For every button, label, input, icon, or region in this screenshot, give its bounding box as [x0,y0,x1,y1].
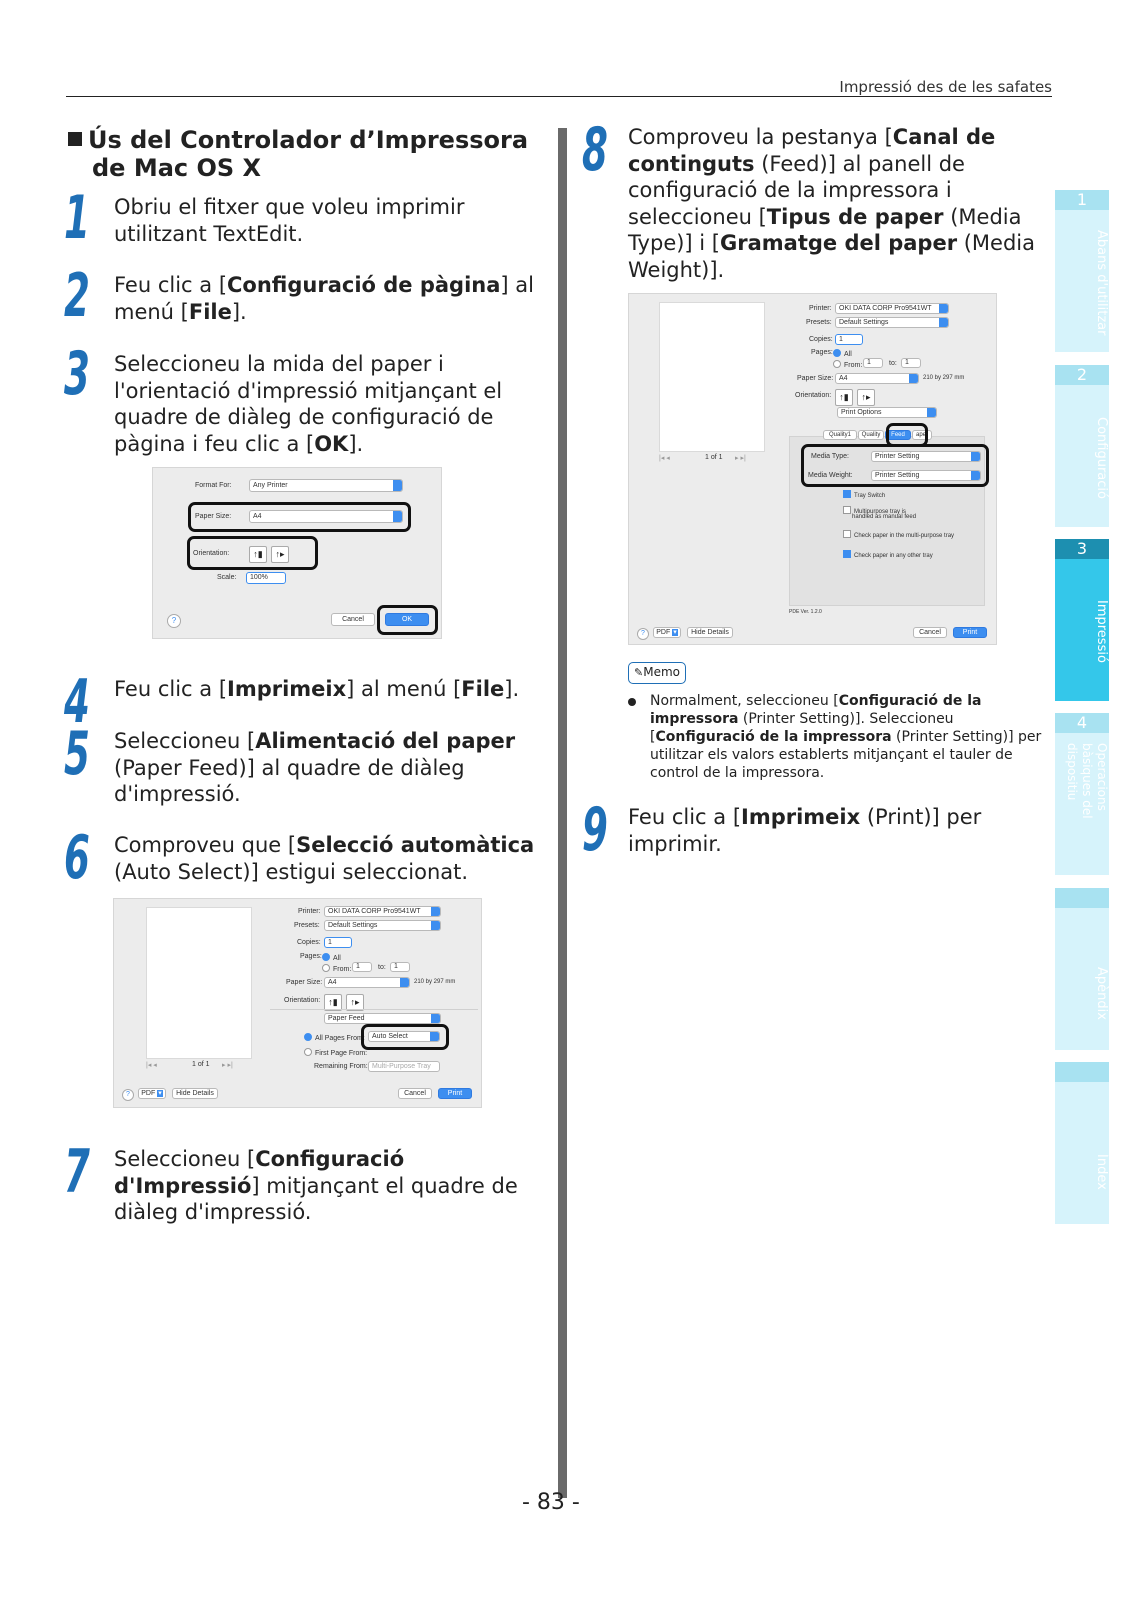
pages-from-radio[interactable]: From: [322,964,351,973]
printer-label: Printer: [809,305,832,312]
side-tab-label: Impressió [1094,600,1109,663]
landscape-icon[interactable]: ↑▸ [857,389,875,406]
step-number: 6 [64,823,90,893]
side-tab-label: Abans d'utilitzar [1094,229,1109,336]
side-tab-label: Apèndix [1094,966,1109,1020]
orientation-label: Orientation: [284,997,321,1004]
pdf-button[interactable]: PDF ▾ [653,627,681,638]
side-tab-3[interactable] [1055,539,1109,701]
section-title-line2: de Mac OS X [92,154,262,182]
step-number: 4 [64,667,90,737]
bullet-icon [628,698,636,706]
page-counter: 1 of 1 [705,454,723,461]
print-dialog-paper-feed-screenshot: |◂ ◂ 1 of 1 ▸ ▸| Printer: OKI DATA CORP Pro9541WT Presets: Default Settings Copies: 1 Pages: All From: 1 to: 1 Paper Size: A4 210 by 297 mm Orientation: ↑▮ ↑▸ Paper Feed All Pages From: Auto Select First Page From: Remaining From: Multi-Purpose Tray ? PDF ▾ Hide Details Cancel Print [113,898,482,1108]
highlight-frame [801,444,989,487]
step-number: 7 [64,1137,90,1207]
first-page-from-radio[interactable]: First Page From: [304,1048,367,1057]
mp-tray-checkbox[interactable]: Multipurpose tray is [843,506,906,515]
portrait-icon[interactable]: ↑▮ [249,546,267,563]
landscape-icon[interactable]: ↑▸ [346,994,364,1011]
side-tab-1[interactable] [1055,190,1109,352]
memo-note: Normalment, seleccioneu [Configuració de la impressora (Printer Setting)]. Seleccioneu [Configuració de la impressora (Printer Setting)] per utilitzar els valors establerts mitjançant el tauler de control de la impressora. [628,692,1048,782]
media-type-label: Media Type: [811,453,850,460]
step-text: Feu clic a [Imprimeix (Print)] per imprimir. [628,805,982,856]
tab-feed[interactable]: Feed [885,430,911,440]
remaining-from-label: Remaining From: [314,1063,368,1070]
square-bullet-icon [68,132,82,146]
page-number: - 83 - [522,1490,580,1515]
scale-label: Scale: [217,574,237,581]
from-input[interactable]: 1 [863,358,883,368]
to-input[interactable]: 1 [901,358,921,368]
page-preview [659,302,765,452]
highlight-frame [187,536,318,570]
media-type-select[interactable]: Printer Setting [871,451,981,462]
format-for-label: Format For: [195,482,232,489]
tab-quality[interactable]: Quality [858,430,884,440]
check-mp-checkbox[interactable]: Check paper in the multi-purpose tray [843,530,954,539]
pages-label: Pages: [811,349,833,356]
tray-switch-checkbox[interactable]: Tray Switch [843,490,885,499]
pencil-icon: ✎ [634,666,644,679]
step-text: Comproveu la pestanya [Canal de continguts (Feed)] al panell de configuració de la impressora i seleccioneu [Tipus de paper (Media Type)] i [Gramatge del paper (Media Weight)]. [628,125,1036,282]
hide-details-button[interactable]: Hide Details [172,1088,218,1099]
format-for-select[interactable]: Any Printer [249,479,403,492]
step-number: 9 [582,795,608,865]
printer-select[interactable]: OKI DATA CORP Pro9541WT [835,303,949,314]
memo-badge: ✎Memo [628,662,686,684]
to-label: to: [889,360,897,367]
portrait-icon[interactable]: ↑▮ [835,389,853,406]
cancel-button[interactable]: Cancel [398,1088,432,1099]
pages-label: Pages: [300,953,322,960]
ok-button[interactable]: OK [385,613,429,626]
side-tab-4[interactable] [1055,713,1109,875]
column-divider [558,128,567,1498]
step-text: Obriu el fitxer que voleu imprimir utilitzant TextEdit. [114,195,465,246]
running-header: Impressió des de les safates [839,78,1052,96]
side-tab-2[interactable] [1055,365,1109,527]
side-tab-label: Operacions bàsiques del dispositiu [1065,743,1109,819]
step-text: Seleccioneu [Configuració d'Impressió] mitjançant el quadre de diàleg d'impressió. [114,1147,518,1224]
highlight-frame [361,1024,449,1050]
copies-label: Copies: [809,336,833,343]
orientation-label: Orientation: [193,550,230,557]
cancel-button[interactable]: Cancel [913,627,947,638]
help-button[interactable]: ? [122,1089,134,1101]
paper-size-select[interactable]: A4 [835,373,919,384]
copies-label: Copies: [297,939,321,946]
step-text: Seleccioneu la mida del paper i l'orientació d'impressió mitjançant el quadre de diàleg de configuració de pàgina i feu clic a [OK]. [114,352,503,456]
all-pages-from-radio[interactable]: All Pages From: [304,1033,365,1042]
side-tab-label: Índex [1094,1154,1109,1190]
side-tab-number: 2 [1055,365,1109,385]
side-tab-index[interactable] [1055,1062,1109,1224]
media-weight-select[interactable]: Printer Setting [871,470,981,481]
help-button[interactable]: ? [637,628,649,640]
paper-dimensions: 210 by 297 mm [414,979,456,985]
pages-all-radio[interactable]: All [322,953,341,962]
side-tab-number: 4 [1055,713,1109,733]
side-tab-label: Configuració [1094,416,1109,499]
pages-from-radio[interactable]: From: [833,360,862,369]
paper-size-label: Paper Size: [286,979,323,986]
step-text: Feu clic a [Configuració de pàgina] al menú [File]. [114,273,534,324]
pdf-button[interactable]: PDF ▾ [138,1088,166,1099]
portrait-icon[interactable]: ↑▮ [324,994,342,1011]
step-text: Feu clic a [Imprimeix] al menú [File]. [114,677,520,701]
section-select[interactable]: Paper Feed [324,1013,441,1024]
to-input[interactable]: 1 [390,962,410,972]
printer-label: Printer: [298,908,321,915]
presets-label: Presets: [806,319,832,326]
tab-quality1[interactable]: Quality1 [823,430,857,440]
print-button[interactable]: Print [953,627,987,638]
paper-size-select[interactable]: A4 [324,977,410,988]
pages-all-radio[interactable]: All [833,349,852,358]
page-setup-dialog-screenshot [152,467,442,639]
section-title-line1: Ús del Controlador d’Impressora [88,126,529,154]
pde-version: PDE Ver. 1.2.0 [789,609,822,615]
highlight-frame [377,605,438,635]
check-other-checkbox[interactable]: Check paper in any other tray [843,550,933,559]
cancel-button[interactable]: Cancel [331,613,375,626]
hide-details-button[interactable]: Hide Details [687,627,733,638]
step-text: Seleccioneu [Alimentació del paper (Paper Feed)] al quadre de diàleg d'impressió. [114,729,516,806]
paper-size-label: Paper Size: [797,375,834,382]
side-tab-appendix[interactable] [1055,888,1109,1050]
copies-input[interactable]: 1 [324,937,352,948]
scale-input[interactable]: 100% [246,572,286,584]
from-input[interactable]: 1 [352,962,372,972]
side-tab-number: 3 [1055,539,1109,559]
step-text: Comproveu que [Selecció automàtica (Auto Select)] estigui seleccionat. [114,833,535,884]
media-weight-label: Media Weight: [808,472,853,479]
to-label: to: [378,964,386,971]
side-tab-number [1055,1062,1109,1082]
help-button[interactable]: ? [167,614,181,628]
printer-select[interactable]: OKI DATA CORP Pro9541WT [324,906,441,917]
header-rule [66,96,1052,97]
step-number: 2 [64,261,90,331]
step-number: 1 [64,183,90,253]
page-counter: 1 of 1 [192,1061,210,1068]
paper-dimensions: 210 by 297 mm [923,375,965,381]
copies-input[interactable]: 1 [835,334,863,345]
paper-size-label: Paper Size: [195,513,232,520]
side-tab-number: 1 [1055,190,1109,210]
section-select[interactable]: Print Options [837,407,937,418]
step-number: 8 [582,115,608,185]
orientation-buttons[interactable] [835,387,879,406]
section-title [68,126,538,182]
print-dialog-print-options-screenshot: |◂ ◂ 1 of 1 ▸ ▸| Printer: OKI DATA CORP Pro9541WT Presets: Default Settings Copies: 1 Pages: All From: 1 to: 1 Paper Size: A4 210 by 297 mm Orientation: ↑▮ ↑▸ Print Options Quality1 Quality Feed aper Media Type: Printer Setting Media Weight: Printer Setting Tray Switch Multipurpose tray is handled as manual feed Check paper in the multi-purpose tray Check paper in any other tray PDE Ver. 1.2.0 ? PDF ▾ Hide Details Cancel Print [628,293,997,645]
all-pages-from-select[interactable]: Auto Select [368,1031,440,1042]
orientation-label: Orientation: [795,392,832,399]
tab-paper[interactable]: aper [912,430,932,440]
highlight-frame [188,502,411,532]
page-preview [146,907,252,1059]
step-number: 3 [64,339,90,409]
paper-size-select[interactable]: A4 [249,510,403,523]
presets-label: Presets: [294,922,320,929]
print-button[interactable]: Print [438,1088,472,1099]
presets-select[interactable]: Default Settings [835,317,949,328]
mp-tray-label-line2: handled as manual feed [852,514,917,520]
presets-select[interactable]: Default Settings [324,920,441,931]
step-number: 5 [64,719,90,789]
remaining-from-select[interactable]: Multi-Purpose Tray [368,1061,440,1072]
landscape-icon[interactable]: ↑▸ [271,546,289,563]
side-tab-number [1055,888,1109,908]
